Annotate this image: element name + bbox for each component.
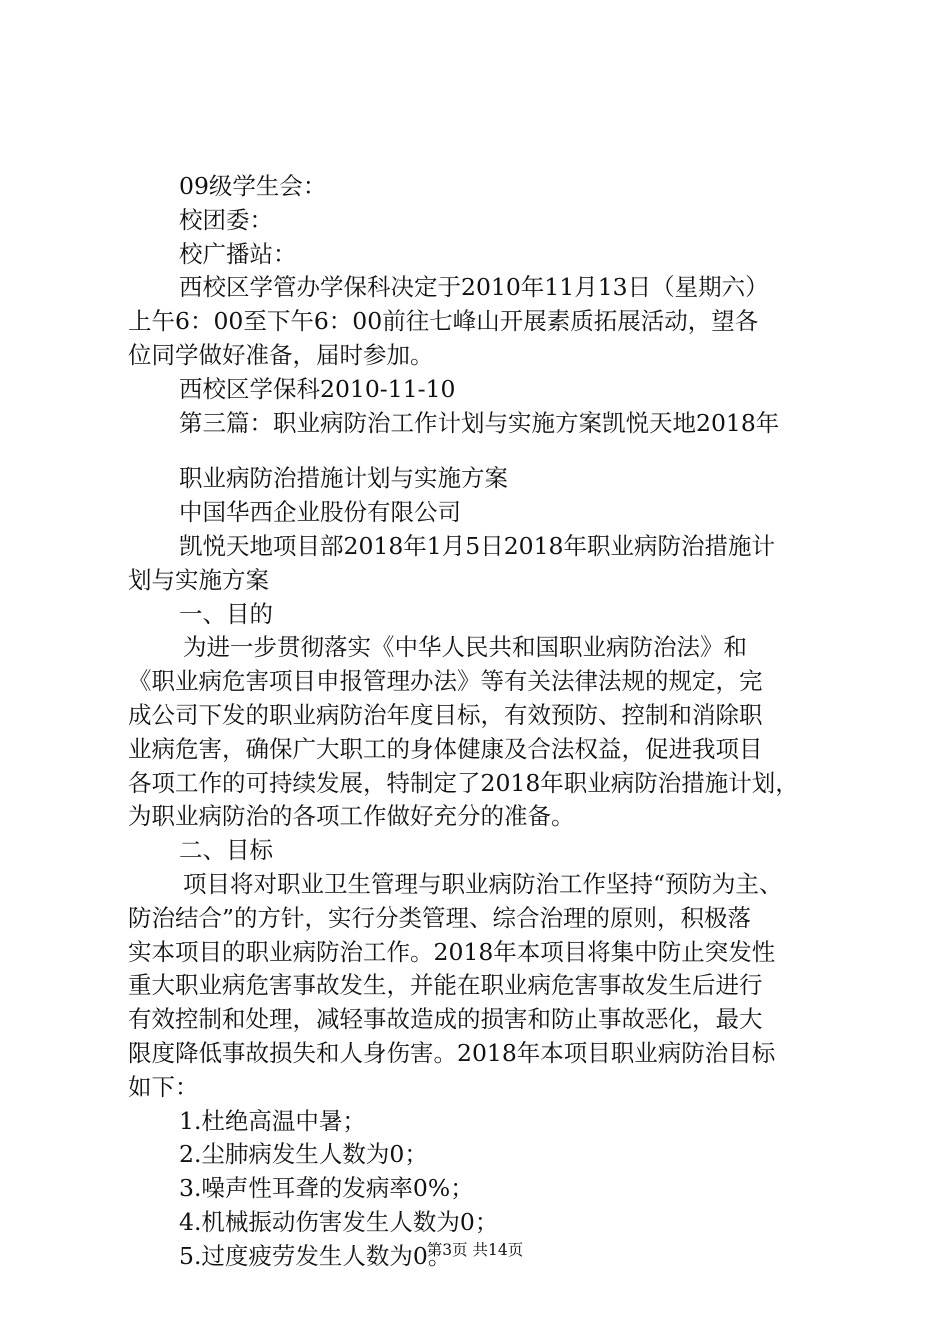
section-heading-purpose: 一、目的 [179,599,273,628]
paragraph-line: 为职业病防治的各项工作做好充分的准备。 [128,802,575,831]
chapter-title: 第三篇：职业病防治工作计划与实施方案凯悦天地2018年 [179,408,780,437]
target-item: 4.机械振动伤害发生人数为0； [179,1207,499,1236]
recipient-student-union: 09级学生会： [179,172,327,200]
blank-spacer [128,440,838,462]
paragraph-line: 成公司下发的职业病防治年度目标，有效预防、控制和消除职 [128,700,763,729]
recipient-broadcast-station: 校广播站： [179,239,297,268]
paragraph-line: 如下： [128,1072,199,1101]
section-heading-goals: 二、目标 [179,836,273,865]
target-item: 1.杜绝高温中暑； [179,1106,366,1135]
paragraph-line: 业病危害，确保广大职工的身体健康及合法权益，促进我项目 [128,734,763,763]
plan-title: 职业病防治措施计划与实施方案 [179,464,508,493]
paragraph-line: 《职业病危害项目申报管理办法》等有关法律法规的规定，完 [128,667,763,696]
project-line: 凯悦天地项目部2018年1月5日2018年职业病防治措施计 [179,531,776,560]
target-item: 5.过度疲劳发生人数为0。 [179,1241,452,1270]
notice-line: 上午6：00至下午6：00前往七峰山开展素质拓展活动，望各 [128,307,759,336]
notice-signature: 西校区学保科2010-11-10 [179,374,456,403]
recipient-youth-league: 校团委： [179,205,273,234]
target-item: 3.噪声性耳聋的发病率0%； [179,1174,474,1203]
page-indicator: 第3页 共14页 [426,1241,524,1259]
notice-line: 位同学做好准备，届时参加。 [128,340,434,369]
paragraph-line: 实本项目的职业病防治工作。2018年本项目将集中防止突发性 [128,937,776,966]
paragraph-line: 有效控制和处理，减轻事故造成的损害和防止事故恶化，最大 [128,1005,763,1034]
paragraph-line: 项目将对职业卫生管理与职业病防治工作坚持“预防为主、 [183,869,783,898]
paragraph-line: 重大职业病危害事故发生，并能在职业病危害事故发生后进行 [128,971,763,1000]
company-name: 中国华西企业股份有限公司 [179,498,461,527]
paragraph-line: 限度降低事故损失和人身伤害。2018年本项目职业病防治目标 [128,1038,776,1067]
notice-line: 西校区学管办学保科决定于2010年11月13日（星期六） [179,273,769,302]
target-item: 2.尘肺病发生人数为0； [179,1140,428,1169]
paragraph-line: 防治结合”的方针，实行分类管理、综合治理的原则，积极落 [128,903,752,932]
document-body [128,170,838,1274]
project-line: 划与实施方案 [128,565,269,594]
paragraph-line: 各项工作的可持续发展，特制定了2018年职业病防治措施计划， [128,768,799,797]
paragraph-line: 为进一步贯彻落实《中华人民共和国职业病防治法》和 [183,633,747,662]
